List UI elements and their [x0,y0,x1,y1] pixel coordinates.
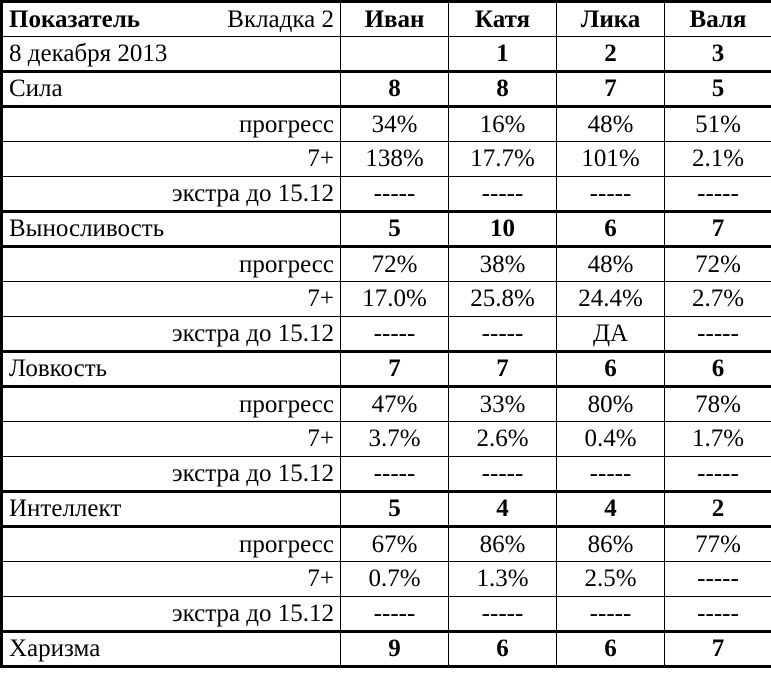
section-value: 6 [449,632,557,667]
progress-row [2,387,771,422]
seven-plus-value: 2.6% [449,422,557,457]
section-value: 6 [557,352,665,387]
progress-value: 86% [449,527,557,562]
progress-value: 77% [665,527,771,562]
progress-value: 86% [557,527,665,562]
section-value: 4 [557,492,665,527]
extra-label: экстра до 15.12 [2,457,341,492]
section-value: 6 [557,632,665,667]
date-label: 8 декабря 2013 [2,37,341,72]
section-value: 5 [341,492,449,527]
seven-plus-row [2,422,771,457]
indicator-label: Показатель [9,5,140,33]
extra-value: ----- [665,597,771,632]
progress-label: прогресс [2,107,341,142]
seven-plus-value: 1.7% [665,422,771,457]
header-number-row [2,37,771,72]
seven-plus-row [2,142,771,177]
tab-label: Вкладка 2 [227,5,334,33]
section-value: 5 [341,212,449,247]
seven-plus-value: 3.7% [341,422,449,457]
progress-label: прогресс [2,247,341,282]
seven-plus-value: 2.5% [557,562,665,597]
seven-plus-value: 138% [341,142,449,177]
progress-value: 16% [449,107,557,142]
section-value: 7 [557,72,665,107]
extra-row [2,457,771,492]
progress-row [2,107,771,142]
section-name: Сила [2,72,341,107]
header-indicator-cell [2,2,341,37]
extra-value: ----- [557,597,665,632]
extra-value: ----- [557,177,665,212]
progress-value: 48% [557,107,665,142]
seven-plus-value: ----- [665,562,771,597]
section-value: 7 [449,352,557,387]
extra-value: ----- [449,457,557,492]
progress-value: 48% [557,247,665,282]
seven-plus-label: 7+ [2,422,341,457]
number-lika: 2 [557,37,665,72]
section-value: 7 [665,212,771,247]
seven-plus-value: 17.0% [341,282,449,317]
progress-value: 51% [665,107,771,142]
section-name: Ловкость [2,352,341,387]
progress-value: 80% [557,387,665,422]
progress-row [2,527,771,562]
extra-value: ----- [665,457,771,492]
seven-plus-value: 1.3% [449,562,557,597]
seven-plus-row [2,562,771,597]
extra-value: ----- [449,317,557,352]
extra-value: ----- [665,317,771,352]
seven-plus-value: 0.4% [557,422,665,457]
extra-value: ----- [341,457,449,492]
progress-value: 72% [665,247,771,282]
seven-plus-label: 7+ [2,282,341,317]
name-katya: Катя [449,2,557,37]
section-value: 7 [341,352,449,387]
seven-plus-value: 25.8% [449,282,557,317]
extra-row [2,177,771,212]
section-row-agility [2,352,771,387]
seven-plus-value: 2.1% [665,142,771,177]
section-value: 8 [449,72,557,107]
section-value: 10 [449,212,557,247]
extra-value: ----- [341,177,449,212]
section-row-endurance [2,212,771,247]
extra-value: ----- [449,597,557,632]
seven-plus-value: 17.7% [449,142,557,177]
section-value: 5 [665,72,771,107]
section-name: Выносливость [2,212,341,247]
progress-value: 78% [665,387,771,422]
progress-value: 34% [341,107,449,142]
seven-plus-label: 7+ [2,142,341,177]
extra-value: ----- [665,177,771,212]
section-row-charisma [2,632,771,667]
progress-value: 72% [341,247,449,282]
progress-value: 33% [449,387,557,422]
section-name: Харизма [2,632,341,667]
header-row [2,2,771,37]
seven-plus-value: 101% [557,142,665,177]
name-lika: Лика [557,2,665,37]
extra-value: ----- [557,457,665,492]
name-valya: Валя [665,2,771,37]
section-value: 9 [341,632,449,667]
section-name: Интеллект [2,492,341,527]
progress-value: 67% [341,527,449,562]
section-row-strength [2,72,771,107]
extra-value: ДА [557,317,665,352]
section-value: 6 [665,352,771,387]
extra-row [2,597,771,632]
extra-label: экстра до 15.12 [2,597,341,632]
progress-row [2,247,771,282]
seven-plus-value: 0.7% [341,562,449,597]
extra-value: ----- [449,177,557,212]
section-value: 4 [449,492,557,527]
section-value: 6 [557,212,665,247]
section-value: 8 [341,72,449,107]
extra-label: экстра до 15.12 [2,317,341,352]
name-ivan: Иван [341,2,449,37]
section-value: 7 [665,632,771,667]
number-katya: 1 [449,37,557,72]
extra-value: ----- [341,317,449,352]
seven-plus-label: 7+ [2,562,341,597]
number-ivan [341,37,449,72]
seven-plus-row [2,282,771,317]
seven-plus-value: 24.4% [557,282,665,317]
section-value: 2 [665,492,771,527]
progress-label: прогресс [2,527,341,562]
seven-plus-value: 2.7% [665,282,771,317]
progress-label: прогресс [2,387,341,422]
extra-value: ----- [341,597,449,632]
extra-label: экстра до 15.12 [2,177,341,212]
extra-row [2,317,771,352]
number-valya: 3 [665,37,771,72]
progress-value: 47% [341,387,449,422]
section-row-intellect [2,492,771,527]
progress-value: 38% [449,247,557,282]
